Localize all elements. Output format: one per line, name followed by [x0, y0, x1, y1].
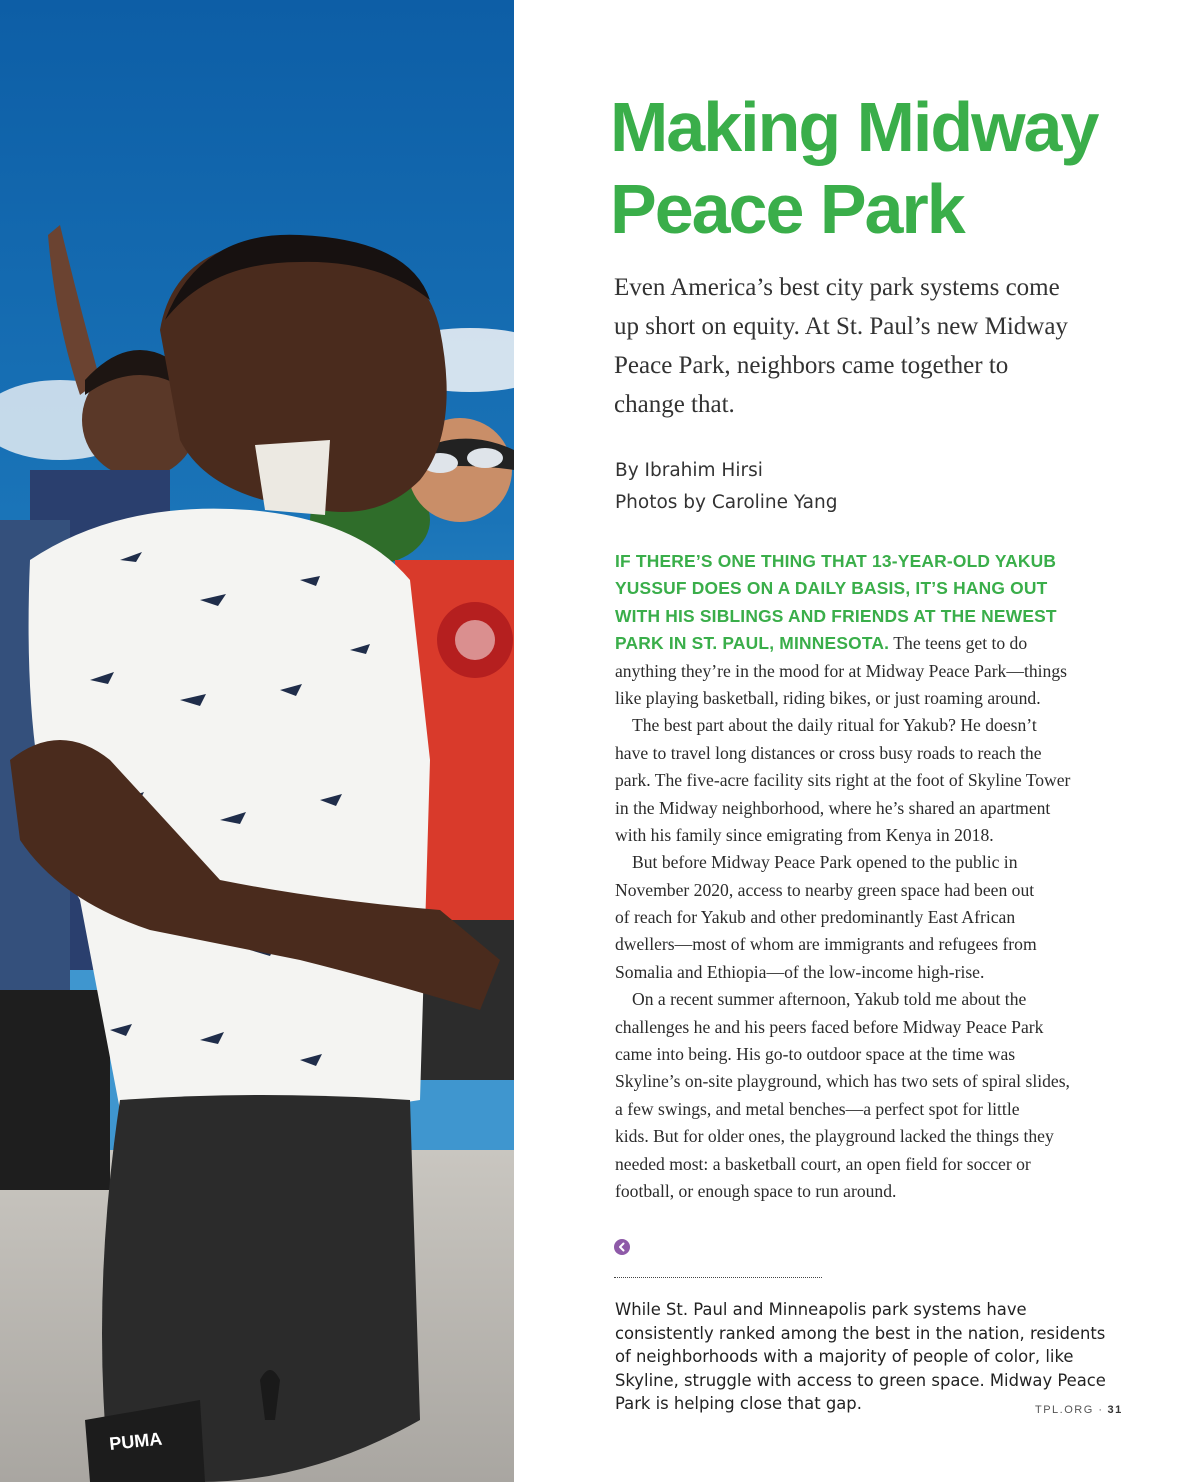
dek-line: up short on equity. At St. Paul’s new Midway: [614, 313, 1068, 340]
headline-line-2: Peace Park: [610, 170, 964, 248]
body-line: a few swings, and metal benches—a perfect spot for little: [615, 1098, 1020, 1119]
dek-line: Peace Park, neighbors came together to: [614, 352, 1009, 379]
author-byline: By Ibrahim Hirsi: [615, 460, 763, 481]
caption-divider: [614, 1277, 822, 1278]
headline-line-1: Making Midway: [610, 88, 1098, 166]
arrow-left-glyph: [614, 1239, 630, 1255]
dek-line: Even America’s best city park systems come: [614, 274, 1060, 301]
page-footer: [1035, 1404, 1123, 1416]
article-body: [615, 548, 1115, 1205]
hero-photo: [0, 0, 514, 1482]
dek-line: change that.: [614, 391, 735, 418]
body-line: The best part about the daily ritual for Yakub? He doesn’t: [632, 715, 1037, 736]
body-line: came into being. His go-to outdoor space at the time was: [615, 1044, 1016, 1065]
lead-in-text: PARK IN ST. PAUL, MINNESOTA.: [615, 633, 890, 654]
body-line: with his family since emigrating from Kenya in 2018.: [615, 824, 994, 845]
article-headline: [610, 86, 1170, 250]
site-url: TPL.ORG ·: [1035, 1404, 1104, 1416]
body-line: in the Midway neighborhood, where he’s shared an apartment: [615, 797, 1051, 818]
caption-line: While St. Paul and Minneapolis park systems have: [615, 1300, 1027, 1319]
photo-credit: Photos by Caroline Yang: [615, 492, 838, 513]
lead-in-line: WITH HIS SIBLINGS AND FRIENDS AT THE NEWEST: [615, 605, 1057, 626]
body-line: needed most: a basketball court, an open field for soccer or: [615, 1153, 1031, 1174]
body-line: of reach for Yakub and other predominantly East African: [615, 907, 1016, 928]
body-line: On a recent summer afternoon, Yakub told me about the: [632, 989, 1027, 1010]
body-line: Skyline’s on-site playground, which has two sets of spiral slides,: [615, 1071, 1070, 1092]
caption-line: consistently ranked among the best in the nation, residents: [615, 1323, 1106, 1343]
article-dek: [614, 268, 1114, 424]
body-line: Somalia and Ethiopia—of the low-income high-rise.: [615, 961, 985, 982]
lead-in-line: YUSSUF DOES ON A DAILY BASIS, IT’S HANG OUT: [615, 578, 1048, 599]
caption-line: Park is helping close that gap.: [615, 1394, 862, 1413]
lead-in-tail: The teens get to do: [889, 633, 1028, 654]
shoe-brand-label: PUMA: [108, 1428, 164, 1454]
arrow-left-circle-icon[interactable]: [614, 1239, 630, 1255]
body-line: have to travel long distances or cross busy roads to reach the: [615, 742, 1042, 763]
body-line: like playing basketball, riding bikes, or just roaming around.: [615, 687, 1041, 708]
body-line: challenges he and his peers faced before Midway Peace Park: [615, 1016, 1044, 1037]
lead-in-final-line: [615, 630, 1115, 657]
body-paragraphs: [615, 658, 1115, 1206]
photo-caption: [615, 1298, 1105, 1416]
hero-photo-illustration: [0, 0, 514, 1482]
body-line: But before Midway Peace Park opened to the public in: [632, 852, 1018, 873]
body-line: kids. But for older ones, the playground lacked the things they: [615, 1126, 1054, 1147]
lead-in-line: IF THERE’S ONE THING THAT 13-YEAR-OLD YAKUB: [615, 551, 1057, 571]
page-number: 31: [1107, 1404, 1123, 1416]
caption-line: Skyline, struggle with access to green space. Midway Peace: [615, 1370, 1106, 1390]
body-line: dwellers—most of whom are immigrants and refugees from: [615, 934, 1037, 955]
body-line: park. The five-acre facility sits right at the foot of Skyline Tower: [615, 770, 1071, 791]
body-line: football, or enough space to run around.: [615, 1180, 897, 1201]
body-line: November 2020, access to nearby green space had been out: [615, 879, 1035, 900]
caption-line: of neighborhoods with a majority of people of color, like: [615, 1347, 1074, 1366]
body-line: anything they’re in the mood for at Midway Peace Park—things: [615, 660, 1067, 681]
byline-block: [615, 455, 837, 519]
